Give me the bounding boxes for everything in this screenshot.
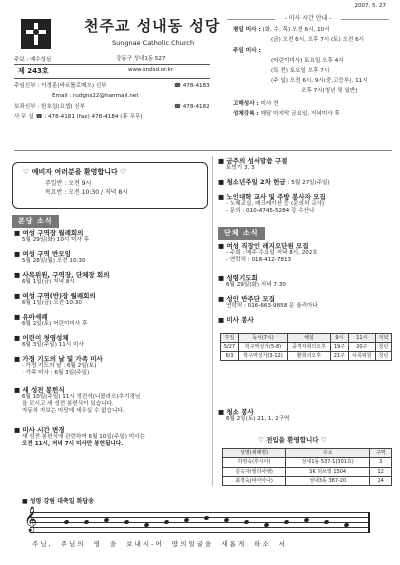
psalm-heading: ■ 성령 강림 대축일 화답송 xyxy=(22,498,94,505)
news-item: ■ 여성 구역 반모임 5월 28일(월) 오전 10:30 xyxy=(14,250,86,265)
staff-row xyxy=(14,114,143,121)
welcome-line: 목요반 : 오전 10:30 / 저녁 8시 xyxy=(45,189,128,197)
mass-row: (금) 오전 6시, 오후 7시 (토) 오전 6시 xyxy=(271,37,365,43)
welcome-heading: ♡ 예비자 여러분을 환영합니다 ♡ xyxy=(23,168,127,176)
staff-row xyxy=(14,104,210,111)
staff-email[interactable]: Email : rudgns22@hanmail.net xyxy=(52,93,139,99)
bulletin-date: 2007. 5. 27 xyxy=(354,3,386,9)
psalm-lyrics: 주님, 주님의 영 을 보내시-어 땅의얼굴을 새롭게 하소 서 xyxy=(32,540,288,548)
phone-text: ☎ 478-4183 xyxy=(174,83,210,89)
staff-name: : 이경훈(바르톨로메오) 신부 xyxy=(37,83,107,89)
table-header-row: 주일 독서(7시) 해설 9시 11시 저녁 xyxy=(221,334,392,343)
church-title: 천주교 성내동 성당 xyxy=(84,17,221,35)
note-icon xyxy=(203,515,209,520)
news-item: ■ 미사 봉사 xyxy=(218,316,254,324)
news-item: ■ 어린이 첫영성체 6월 3일(주일) 11시 미사 xyxy=(14,334,84,349)
staff-row xyxy=(14,83,210,90)
news-item: ■ 여성 직장인 레지오단원 모집 - 주회 : 매주 수요일 저녁 8시, 202호 - 연락처 : 018-412-7813 xyxy=(218,242,318,264)
news-item: ■ 가정 기도의 날 및 가족 미사 · 가정 기도의 날 : 6월 2일(토) · 가족 미사 : 6월 3일(주일) xyxy=(14,355,103,377)
right-news-list xyxy=(218,157,394,225)
divider xyxy=(14,150,392,151)
mass-row: 성체강복 : 매달 마지막 금요일, 저녁미사 후 xyxy=(233,111,340,117)
staff-name: : 한호섭(요셉) 신부 xyxy=(37,104,86,110)
treble-clef-icon: 𝄞 xyxy=(24,507,38,532)
issue-number: 제 243호 xyxy=(18,67,49,75)
news-item: ■ 금주의 성서말씀 구절 토빗기 3, 3 xyxy=(218,157,288,172)
phone-icon: ☎ xyxy=(35,114,43,120)
column-divider xyxy=(212,156,213,486)
mass-row: 주일 미사 : xyxy=(233,48,261,54)
news-item: ■ 새 성전 봉헌식 6월 10일(주일) 11시 정진석(니콜라오)추기경님 을 모시고 새 성전 봉헌식이 있습니다. 자동차 자보는 마당에 세우실 수 없습니다. xyxy=(14,386,141,415)
news-item: ■ 사목위원, 구역장, 단체장 회의 6월 1일(금) 저녁 8시 xyxy=(14,271,110,286)
note-icon xyxy=(163,519,169,524)
newcomers-heading: ♡ 전입을 환영합니다 ♡ xyxy=(258,436,327,444)
music-staff xyxy=(24,508,376,538)
barline xyxy=(368,512,370,533)
news-item: ■ 성령기도회 6월 29일(화) 저녁 7:30 xyxy=(218,274,286,289)
table-row: 하영숙(루시아) 성내1동 537-1(301호) 3 xyxy=(223,458,392,467)
mass-row: 고해성사 : 미사 전 xyxy=(233,101,279,107)
parish-news-list xyxy=(14,229,210,456)
church-subtitle: Sungnae Catholic Church xyxy=(112,39,195,47)
phone-text: ☎ 478-4182 xyxy=(174,104,210,110)
note-icon xyxy=(83,519,89,524)
news-item: ■ 미사 시간 변경 새 성전 봉헌식에 관련하여 6월 10일(주일) 미사는 오전 11시, 저녁 7시 미사만 봉헌됩니다. xyxy=(14,426,145,448)
patron-label: 주보 : 예수성심 xyxy=(14,57,52,63)
mass-row: (어린이미사) 토요일 오후 4시 xyxy=(271,58,344,64)
mass-row: 평일 미사 : (화, 수, 목) 오전 6시, 10시 xyxy=(233,27,330,33)
church-address: 강동구 성내1동 527 xyxy=(116,56,166,62)
newcomers-table xyxy=(222,448,392,486)
news-item: ■ 유아세례 6월 2일(토) 어린이미사 후 xyxy=(14,313,88,328)
service-table xyxy=(220,333,392,361)
welcome-line: 주일반 : 오전 9시 xyxy=(45,179,92,187)
group-news-tab: 단체 소식 xyxy=(218,227,265,240)
staff-role: 주임신부 xyxy=(14,83,36,89)
church-logo xyxy=(20,18,52,50)
mass-row: (주 일) 오전 6시, 9시(중,고등부), 11시 xyxy=(271,78,368,84)
staff-role: 사 무 실 xyxy=(14,114,34,120)
mass-row: 오후 7시(청년 및 일반) xyxy=(301,88,358,94)
divider xyxy=(14,64,210,65)
note-icon xyxy=(283,519,289,524)
table-row: 5/27 학구역성가(5-8) 중격자취의오후 19구 20구 청년 xyxy=(221,343,392,352)
divider xyxy=(14,78,210,79)
welcome-box xyxy=(12,162,208,209)
group-news-list xyxy=(218,242,394,328)
note-icon xyxy=(123,519,129,524)
website-link[interactable]: www.sndsd.or.kr xyxy=(128,67,174,73)
staff-name: : 478-4181 (fax) 478-4184 (휴 무무) xyxy=(44,114,143,120)
news-item: ■ 노인대학 교사 및 주방 봉사자 모집 - 노래교실, 레크레이션 등 (문의처 교사) - 문의 : 010-4745-5284 강 수산나 xyxy=(218,193,326,215)
news-item: ■ 성인 반주단 모집 연락처 : 016-663-9858 문 율리아나 xyxy=(218,295,318,310)
mass-schedule-box xyxy=(223,15,393,148)
note-icon xyxy=(63,519,69,524)
news-item: ■ 여성 구역(반)장 월례회의 6월 1일(금) 오전 10:30 xyxy=(14,292,96,307)
table-row: 최경숙(비아아나) 성내3동 387-20 14 xyxy=(223,476,392,485)
table-header-row: 성명(세례명) 주소 구역 xyxy=(223,449,392,458)
parish-news-tab: 본당 소식 xyxy=(12,215,59,228)
note-icon xyxy=(243,519,249,524)
mass-heading: - 미사 시간 안내 - xyxy=(223,15,393,23)
note-icon xyxy=(323,519,329,524)
cleaning-item: ■ 청소 봉사 6월 2일(토) 21, 1, 2구역 xyxy=(218,408,290,423)
mass-row: (특 전) 토요일 오후 7시 xyxy=(271,68,330,74)
staff-role: 보좌신부 xyxy=(14,104,36,110)
table-row: 6/3 학구역성가(3-12) 환희의오후 21구 사목위원 청년 xyxy=(221,352,392,361)
table-row: 김옥자(엘리사벳) SK 허브빌 1504 12 xyxy=(223,467,392,476)
news-item: ■ 여성 구역장 월례회의 5월 29일(화) 10시 미사 후 xyxy=(14,229,90,244)
news-item: ■ 청소년주일 2차 헌금 : 5월 27일(주일) xyxy=(218,178,330,186)
